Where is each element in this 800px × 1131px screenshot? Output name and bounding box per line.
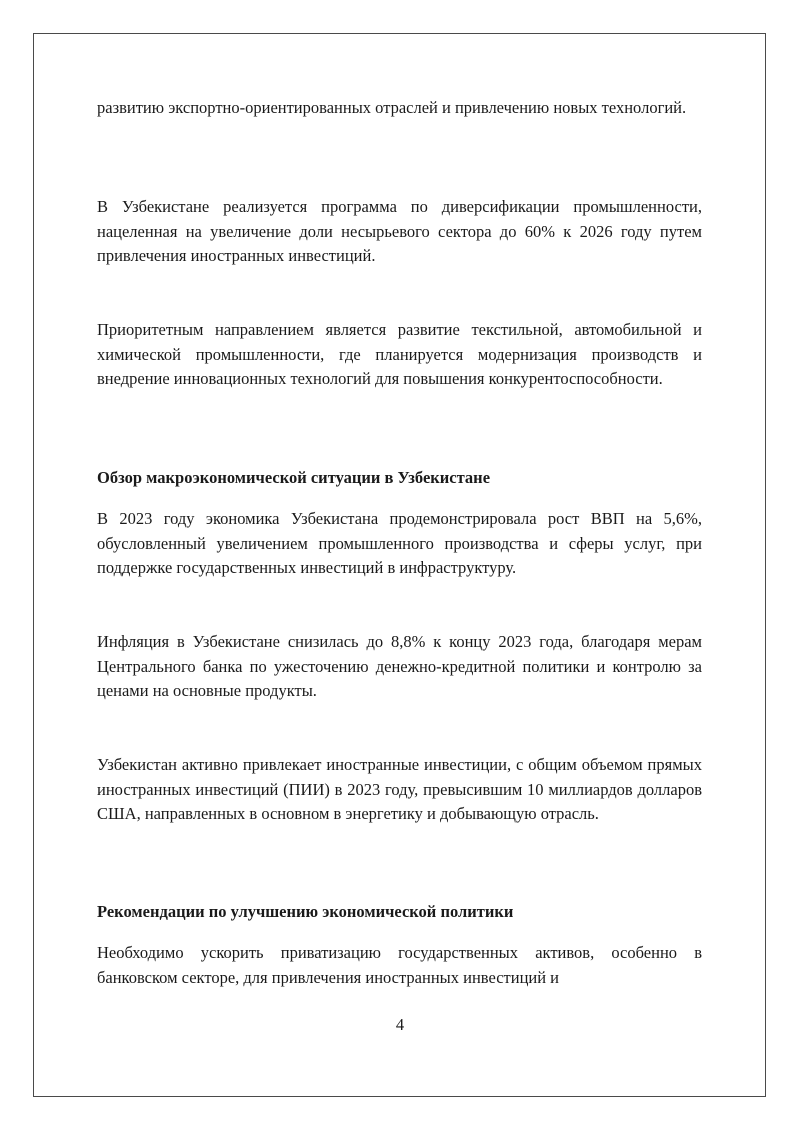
section-heading: Обзор макроэкономической ситуации в Узбекистане — [97, 468, 491, 487]
paragraph: Приоритетным направлением является развитие текстильной, автомобильной и химической промышленности, где планируется модернизация производств и внедрение инновационных технологий для повышения конкурентоспособности. — [97, 320, 702, 389]
paragraph: В Узбекистане реализуется программа по диверсификации промышленности, нацеленная на увеличение доли несырьевого сектора до 60% к 2026 году путем привлечения иностранных инвестиций. — [97, 197, 702, 266]
paragraph: развитию экспортно-ориентированных отраслей и привлечению новых технологий. — [97, 98, 687, 117]
page-number: 4 — [395, 1015, 405, 1034]
paragraph: Необходимо ускорить приватизацию государственных активов, особенно в банковском секторе, для привлечения иностранных инвестиций и — [97, 943, 702, 987]
paragraph: В 2023 году экономика Узбекистана продемонстрировала рост ВВП на 5,6%, обусловленный увеличением промышленного производства и сферы услуг, при поддержке государственных инвестиций в инфраструктуру. — [97, 509, 702, 578]
paragraph: Узбекистан активно привлекает иностранные инвестиции, с общим объемом прямых иностранных инвестиций (ПИИ) в 2023 году, превысившим 10 миллиардов долларов США, направленных в основном в энергетику и добывающую отрасль. — [97, 755, 702, 824]
section-heading: Рекомендации по улучшению экономической политики — [97, 902, 514, 921]
paragraph: Инфляция в Узбекистане снизилась до 8,8% к концу 2023 года, благодаря мерам Центрального банка по ужесточению денежно-кредитной политики и контролю за ценами на основные продукты. — [97, 632, 702, 701]
